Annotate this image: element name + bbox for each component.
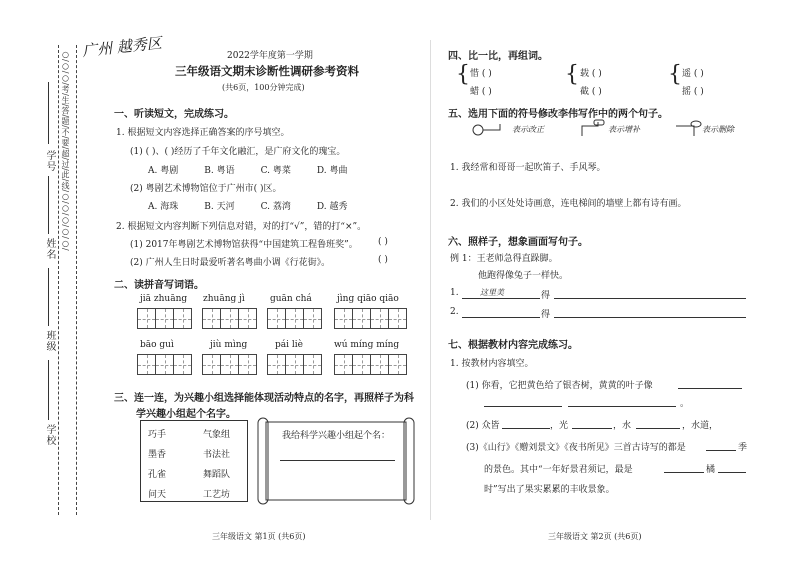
sec7-heading: 七、根据教材内容完成练习。 (448, 340, 578, 351)
page-footer-right: 三年级语文 第2页 (共6页) (548, 532, 642, 541)
binding-warning: ○/○/○/考/生/答/题/不/要/超/过/此/线/○/○/○/○/○/ (61, 50, 70, 251)
word-pair[interactable]: 摇 ( ) (682, 87, 704, 97)
answer-line[interactable] (484, 406, 562, 407)
option[interactable]: C. 粤菜 (260, 166, 291, 176)
brace: { (668, 62, 682, 87)
answer-line[interactable] (554, 298, 746, 299)
word-pair[interactable]: 惜 ( ) (470, 69, 492, 79)
scroll-prompt: 我给科学兴趣小组起个名： (282, 431, 391, 441)
answer-line[interactable] (462, 298, 540, 299)
symbol-label: 表示改正 (512, 125, 544, 134)
sec2-heading: 二、读拼音写词语。 (114, 280, 204, 291)
pinyin-label: guān chá (270, 294, 312, 304)
match-item[interactable]: 工艺坊 (203, 490, 231, 500)
period: 。 (680, 399, 690, 409)
class-field[interactable] (48, 268, 49, 326)
pinyin-label: jiù mìng (210, 340, 248, 350)
delete-symbol-icon (672, 118, 702, 140)
match-item[interactable]: 巧手 (148, 430, 167, 440)
insert-symbol-icon (578, 118, 608, 140)
pinyin-label: jìng qiāo qiāo (337, 294, 399, 304)
writing-grid[interactable] (268, 308, 322, 329)
answer-line[interactable] (568, 406, 676, 407)
correction-symbol-icon (470, 120, 510, 140)
answer-line[interactable] (678, 388, 742, 389)
sec6-example-1: 例 1：王老师急得直跺脚。 (450, 254, 558, 264)
sec7-q1c: (3)《山行》《赠刘景文》《夜书所见》三首古诗写的都是 (466, 443, 686, 453)
brace: { (565, 62, 579, 87)
sec7-q1: 1. 按教材内容填空。 (450, 359, 534, 369)
sec5-sentence-2: 2. 我们的小区处处诗画意，连电梯间的墙壁上都有诗有画。 (450, 199, 687, 209)
writing-grid[interactable] (138, 354, 192, 375)
writing-grid[interactable] (203, 354, 257, 375)
word-pair[interactable]: 蜡 ( ) (470, 87, 492, 97)
match-item[interactable]: 墨香 (148, 450, 167, 460)
sec5-sentence-1: 1. 我经常和哥哥一起吹笛子、手风琴。 (450, 163, 606, 173)
sec7-q1b-d: ，水道， (682, 421, 719, 431)
sec1-q2b: (2) 广州人生日时最爱听著名粤曲小调《行花街》。 (130, 258, 331, 268)
pinyin-label: wú míng míng (334, 340, 400, 350)
writing-grid[interactable] (335, 354, 407, 375)
line-number: 1. (450, 288, 459, 298)
line-number: 2. (450, 307, 459, 317)
sec1-heading: 一、听读短文，完成练习。 (114, 109, 234, 120)
sec1-q1: 1. 根据短文内容选择正确答案的序号填空。 (116, 128, 290, 138)
answer-line[interactable] (554, 317, 746, 318)
option[interactable]: A. 粤剧 (148, 166, 179, 176)
sec7-q1c2: 的景色。其中“一年好景君须记，最是 (484, 465, 633, 475)
de-char: 得 (541, 291, 551, 301)
sec6-example-2: 他跑得像兔子一样快。 (478, 271, 569, 281)
matching-left-col (148, 425, 166, 505)
school-label: 学校 (44, 424, 55, 446)
sec1-q1b-options (148, 199, 348, 212)
match-item[interactable]: 舞蹈队 (203, 470, 231, 480)
pinyin-label: bāo guì (140, 340, 174, 350)
sec1-q1a-options (148, 163, 348, 176)
sec1-q1b: (2) 粤剧艺术博物馆位于广州市( )区。 (130, 184, 282, 194)
judge-blank[interactable]: ( ) (378, 255, 388, 265)
writing-grid[interactable] (335, 308, 407, 329)
class-label: 班级 (44, 330, 55, 352)
school-year: 2022学年度第一学期 (227, 51, 313, 61)
word-pair[interactable]: 遥 ( ) (682, 69, 704, 79)
answer-line[interactable] (572, 428, 612, 429)
answer-line[interactable] (664, 472, 704, 473)
sec7-q1b-b: ，光 (550, 421, 569, 431)
column-divider (430, 40, 431, 520)
sec6-heading: 六、照样子，想象画面写句子。 (448, 237, 588, 248)
pinyin-label: pái liè (275, 340, 303, 350)
name-field[interactable] (48, 176, 49, 234)
sec3-heading: 三、连一连，为兴趣小组选择能体现活动特点的名字，再照样子为科 (114, 393, 414, 404)
sec7-q1c3: 时”写出了果实累累的丰收景象。 (484, 485, 615, 495)
sec1-q2: 2. 根据短文内容判断下列信息对错，对的打“√”，错的打“×”。 (116, 222, 367, 232)
sec1-q1a: (1) ( )、( )经历了千年文化融汇，是广府文化的瑰宝。 (130, 147, 346, 157)
pinyin-label: zhuāng jì (203, 294, 245, 304)
gutter-dashed-line-2 (76, 45, 77, 515)
sec7-q1b-c: ，水 (613, 421, 632, 431)
match-item[interactable]: 书法社 (203, 450, 231, 460)
handwritten-note: 广州 越秀区 (81, 33, 163, 61)
option[interactable]: A. 海珠 (148, 202, 179, 212)
page-title: 三年级语文期末诊断性调研参考资料 (175, 64, 359, 78)
answer-line[interactable] (718, 472, 746, 473)
sec7-q1a: (1) 你看，它把黄色给了银杏树，黄黄的叶子像 (466, 381, 653, 391)
option[interactable]: C. 荔湾 (260, 202, 291, 212)
orange-char: 橘 (706, 465, 716, 475)
page-footer-left: 三年级语文 第1页 (共6页) (212, 532, 306, 541)
gutter-dashed-line (58, 45, 59, 515)
sec7-q1b-a: (2) 众皆 (466, 421, 500, 431)
word-pair[interactable]: 截 ( ) (580, 87, 602, 97)
symbol-label: 表示删除 (702, 125, 734, 134)
scroll-answer-line[interactable] (280, 460, 395, 461)
option[interactable]: D. 粤曲 (316, 166, 348, 176)
student-id-label: 学号 (44, 150, 55, 172)
writing-grid[interactable] (203, 308, 257, 329)
option[interactable]: D. 越秀 (316, 202, 348, 212)
writing-grid[interactable] (268, 354, 322, 375)
page-subtitle: (共6页，100分钟完成) (222, 83, 305, 92)
name-label: 姓名 (44, 238, 55, 260)
word-pair[interactable]: 载 ( ) (580, 69, 602, 79)
pinyin-label: jiā zhuāng (140, 294, 188, 304)
sec4-heading: 四、比一比，再组词。 (448, 51, 548, 62)
symbol-label: 表示增补 (608, 125, 640, 134)
answer-line[interactable] (462, 317, 540, 318)
match-item[interactable]: 问天 (148, 490, 167, 500)
option[interactable]: B. 天河 (204, 202, 235, 212)
school-field[interactable] (48, 360, 49, 420)
sec5-heading: 五、选用下面的符号修改李伟写作中的两个句子。 (448, 109, 668, 120)
sec1-q2a: (1) 2017年粤剧艺术博物馆获得“中国建筑工程鲁班奖”。 (130, 240, 358, 250)
match-item[interactable]: 气象组 (203, 430, 231, 440)
brace: { (456, 62, 470, 87)
student-id-field[interactable] (48, 82, 49, 144)
answer-line[interactable] (502, 428, 550, 429)
answer-line[interactable] (706, 450, 736, 451)
matching-right-col (203, 425, 230, 505)
match-item[interactable]: 孔雀 (148, 470, 167, 480)
judge-blank[interactable]: ( ) (378, 237, 388, 247)
answer-line[interactable] (636, 428, 680, 429)
de-char: 得 (541, 310, 551, 320)
writing-grid[interactable] (138, 308, 192, 329)
sec3-heading-cont: 学兴趣小组起个名字。 (136, 409, 236, 420)
handwritten-answer: 这里美 (480, 288, 504, 297)
season-char: 季 (738, 443, 748, 453)
option[interactable]: B. 粤语 (204, 166, 235, 176)
